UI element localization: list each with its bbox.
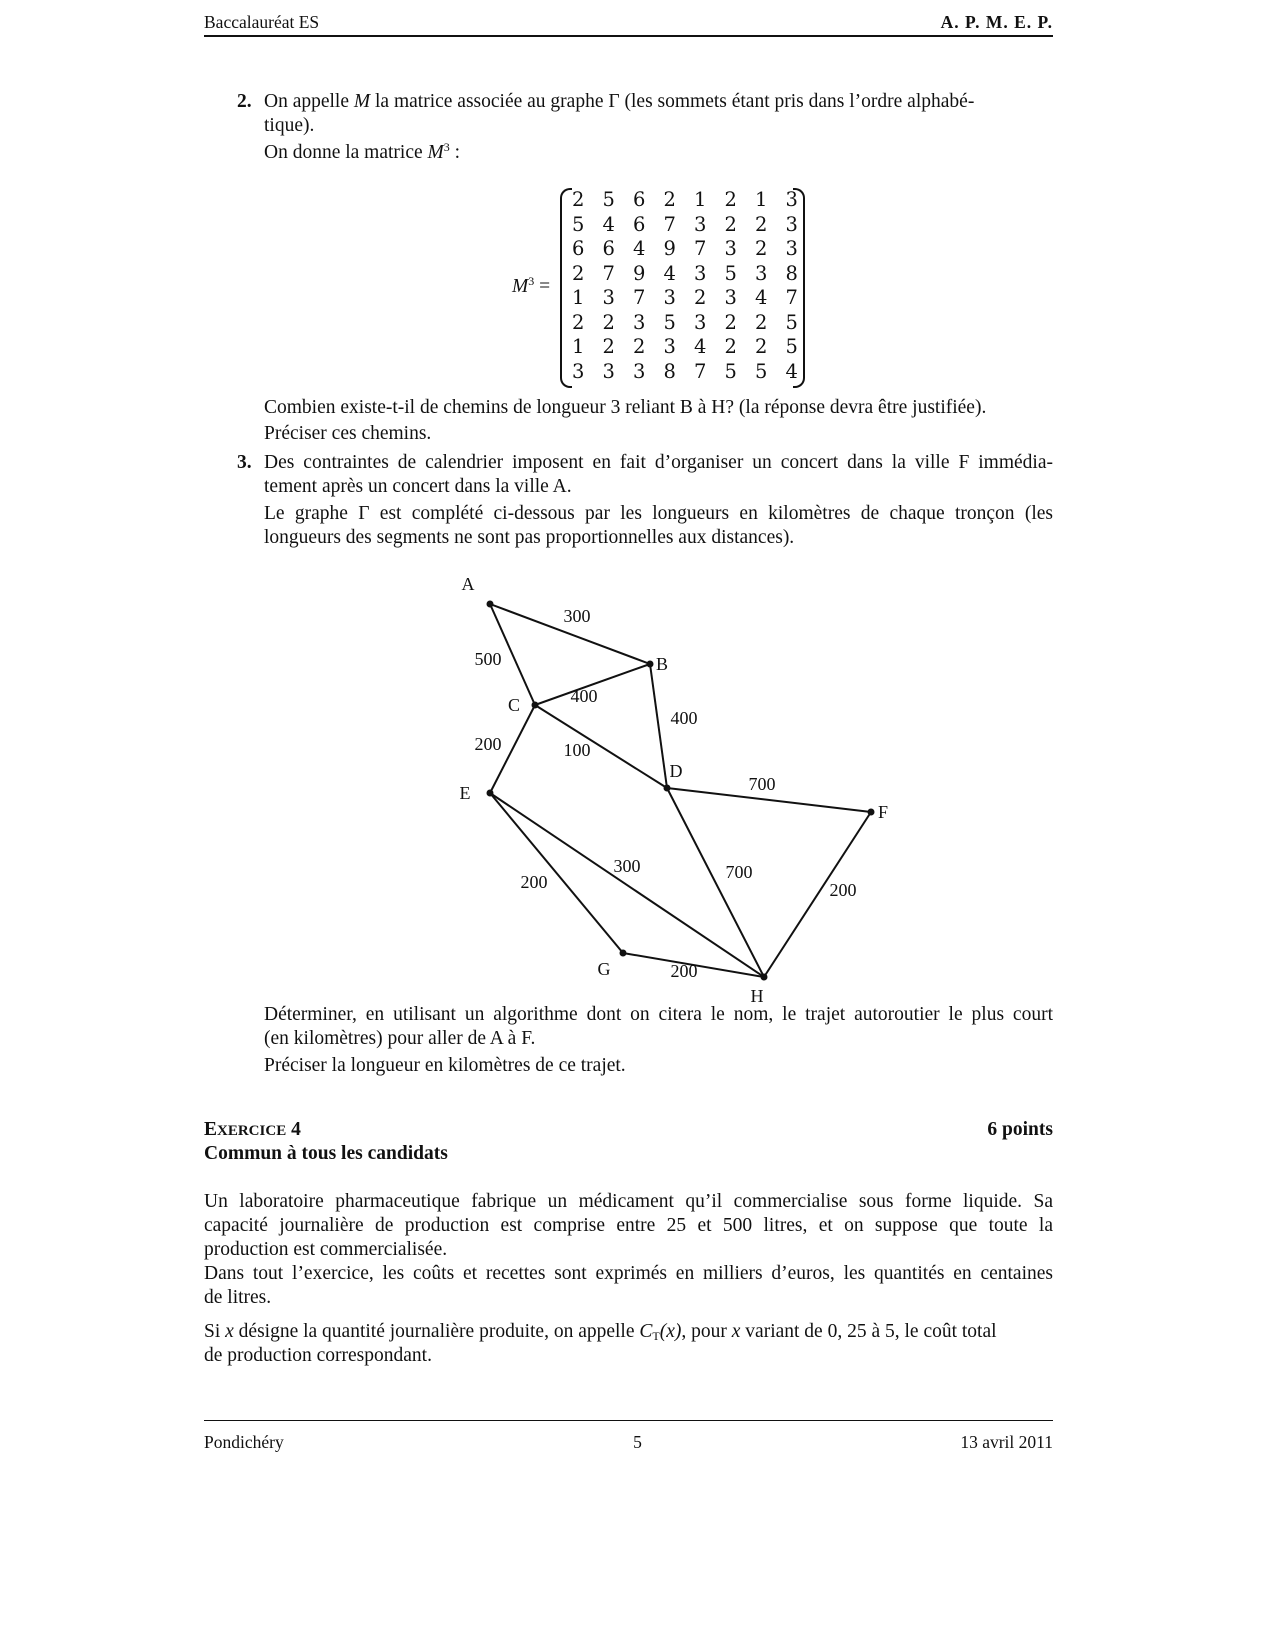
- edge-weight-label: 400: [570, 686, 598, 706]
- matrix-cell: 3: [694, 212, 707, 236]
- q2-line-2: tique).: [264, 115, 315, 136]
- text: Si: [204, 1321, 226, 1342]
- matrix-cell: 5: [724, 261, 737, 285]
- matrix-cell: 2: [572, 261, 585, 285]
- math-var: M: [512, 276, 529, 297]
- matrix-cell: 2: [755, 212, 768, 236]
- text: XERCICE: [217, 1123, 287, 1139]
- matrix-cell: 2: [724, 188, 737, 211]
- text: 4: [286, 1119, 301, 1140]
- q3-line-3: Le graphe Γ est complété ci-dessous par les longueurs en kilomètres de chaque tronçon (les: [264, 503, 1053, 524]
- ex4-p1-line-3: production est commercialisée.: [204, 1239, 448, 1260]
- footer-rule: [204, 1420, 1053, 1421]
- matrix-cell: 8: [785, 261, 798, 285]
- matrix-cell: 1: [572, 335, 585, 358]
- matrix-cell: 7: [602, 261, 615, 285]
- matrix-cell: 2: [755, 335, 768, 358]
- matrix-cell: 3: [724, 286, 737, 309]
- matrix-cell: 1: [694, 188, 707, 211]
- node-label: H: [750, 986, 764, 1006]
- matrix-cell: 7: [663, 212, 676, 236]
- matrix-cell: 3: [633, 310, 646, 334]
- exponent: 3: [528, 274, 535, 288]
- matrix-cell: 5: [602, 188, 615, 211]
- ex4-p3-line-1: [204, 1320, 1053, 1344]
- matrix-cell: 2: [694, 286, 707, 309]
- matrix-cell: 1: [572, 286, 585, 309]
- page-number: 5: [633, 1432, 642, 1452]
- text: :: [449, 142, 461, 163]
- math-var: (x): [659, 1321, 682, 1342]
- matrix-cell: 9: [633, 261, 646, 285]
- matrix-cell: 2: [602, 310, 615, 334]
- node-A: [487, 601, 494, 608]
- matrix-cell: 3: [755, 261, 768, 285]
- node-H: [761, 974, 768, 981]
- node-label: F: [877, 802, 889, 822]
- text: , pour: [681, 1321, 732, 1342]
- matrix-cell: 4: [785, 359, 798, 383]
- matrix-cell: 3: [694, 261, 707, 285]
- ex4-p1-line-1: Un laboratoire pharmaceutique fabrique un médicament qu’il commercialise sous forme liquide. Sa: [204, 1191, 1053, 1212]
- node-label: C: [507, 695, 521, 715]
- edge-weight-label: 100: [563, 740, 591, 760]
- edge-weight-label: 700: [725, 862, 753, 882]
- math-var: x: [731, 1321, 741, 1342]
- math-var: M: [353, 91, 371, 112]
- matrix-cell: 2: [755, 310, 768, 334]
- ex4-p3-content: [204, 1320, 997, 1344]
- matrix-cell: 2: [724, 335, 737, 358]
- text: On donne la matrice: [264, 142, 428, 163]
- matrix-cell: 2: [755, 237, 768, 260]
- matrix-cell: 7: [633, 286, 646, 309]
- matrix-cell: 6: [633, 212, 646, 236]
- matrix-cell: 5: [663, 310, 676, 334]
- matrix-cell: 2: [572, 310, 585, 334]
- matrix-cell: 3: [785, 237, 798, 260]
- matrix-cell: 3: [633, 359, 646, 383]
- edge-weight-label: 300: [563, 606, 591, 626]
- matrix-cell: 5: [572, 212, 585, 236]
- matrix-cell: 4: [602, 212, 615, 236]
- matrix-cell: 4: [633, 237, 646, 260]
- matrix-cell: 6: [633, 188, 646, 211]
- matrix-cell: 7: [785, 286, 798, 309]
- matrix-cell: 7: [694, 359, 707, 383]
- q3-line-4: longueurs des segments ne sont pas proportionnelles aux distances).: [264, 527, 795, 548]
- matrix-cell: 2: [572, 188, 585, 211]
- edge-weight-label: 400: [670, 708, 698, 728]
- edge-weight-label: 500: [474, 649, 502, 669]
- edge-weight-label: 700: [748, 774, 776, 794]
- matrix-cell: 2: [633, 335, 646, 358]
- edge-weight-label: 200: [474, 734, 502, 754]
- node-D: [664, 785, 671, 792]
- matrix-cell: 4: [663, 261, 676, 285]
- ex4-p2-line-1: Dans tout l’exercice, les coûts et recettes sont exprimés en milliers d’euros, les quantités en centaines: [204, 1263, 1053, 1284]
- node-label: G: [597, 959, 611, 979]
- matrix-cell: 3: [724, 237, 737, 260]
- matrix-cell: 1: [755, 188, 768, 211]
- question-number-3: 3.: [237, 452, 252, 473]
- node-label: B: [655, 654, 669, 674]
- exercise-subtitle: Commun à tous les candidats: [204, 1143, 448, 1164]
- graph-node-labels: [460, 574, 889, 1006]
- text: On appelle: [264, 91, 354, 112]
- footer-date: 13 avril 2011: [960, 1432, 1053, 1452]
- q3-after-1: Déterminer, en utilisant un algorithme dont on citera le nom, le trajet autoroutier le plus court: [264, 1004, 1053, 1025]
- matrix-cell: 3: [602, 286, 615, 309]
- exercise-points: 6 points: [987, 1119, 1053, 1140]
- matrix-cell: 3: [785, 188, 798, 211]
- edge-weight-label: 200: [829, 880, 857, 900]
- q2-question-2: Préciser ces chemins.: [264, 423, 432, 444]
- exponent: 3: [443, 140, 450, 154]
- ex4-p2-line-2: de litres.: [204, 1287, 272, 1308]
- text: la matrice associée au graphe Γ (les sommets étant pris dans l’ordre alphabé-: [370, 91, 975, 112]
- node-label: D: [669, 761, 683, 781]
- matrix-cell: 5: [785, 310, 798, 334]
- matrix-cell: 3: [663, 286, 676, 309]
- matrix-cell: 5: [755, 359, 768, 383]
- matrix-cell: 9: [663, 237, 676, 260]
- matrix-cell: 3: [602, 359, 615, 383]
- matrix-cell: 3: [694, 310, 707, 334]
- q3-line-2: tement après un concert dans la ville A.: [264, 476, 572, 497]
- matrix-cell: 4: [755, 286, 768, 309]
- text: désigne la quantité journalière produite, on appelle: [233, 1321, 640, 1342]
- matrix-cell: 5: [785, 335, 798, 358]
- q3-after-2: (en kilomètres) pour aller de A à F.: [264, 1028, 536, 1049]
- matrix-cell: 6: [572, 237, 585, 260]
- text: E: [204, 1119, 218, 1140]
- math-var: M: [427, 142, 444, 163]
- edge-E-G: [490, 793, 623, 953]
- q3-line-1: Des contraintes de calendrier imposent en fait d’organiser un concert dans la ville F immédia-: [264, 452, 1053, 473]
- edge-weight-label: 200: [670, 961, 698, 981]
- edge-B-D: [650, 664, 667, 788]
- equals: =: [534, 276, 551, 297]
- text: variant de 0, 25 à 5, le coût total: [740, 1321, 997, 1342]
- node-C: [532, 702, 539, 709]
- footer-left: Pondichéry: [204, 1432, 284, 1452]
- q3-after-3: Préciser la longueur en kilomètres de ce trajet.: [264, 1055, 626, 1076]
- matrix-cell: 2: [602, 335, 615, 358]
- matrix-cell: 7: [694, 237, 707, 260]
- matrix-cell: 2: [663, 188, 676, 211]
- math-var: C: [639, 1321, 653, 1342]
- graph-edges: [490, 604, 871, 977]
- q2-question: Combien existe-t-il de chemins de longueur 3 reliant B à H? (la réponse devra être justifiée).: [264, 397, 987, 418]
- edge-weight-label: 300: [613, 856, 641, 876]
- matrix-cell: 2: [724, 310, 737, 334]
- matrix-cell: 3: [663, 335, 676, 358]
- matrix-cell: 5: [724, 359, 737, 383]
- running-header-left: Baccalauréat ES: [204, 12, 320, 32]
- matrix-cell: 8: [663, 359, 676, 383]
- matrix-cell: 6: [602, 237, 615, 260]
- edge-C-D: [535, 705, 667, 788]
- ex4-p3-line-2: de production correspondant.: [204, 1345, 432, 1366]
- subscript: T: [652, 1329, 660, 1343]
- matrix-cell: 2: [724, 212, 737, 236]
- exercise-title: [204, 1118, 301, 1143]
- running-header-right: A. P. M. E. P.: [940, 12, 1053, 32]
- matrix-cell: 3: [785, 212, 798, 236]
- node-E: [487, 790, 494, 797]
- node-G: [620, 950, 627, 957]
- matrix-cell: 4: [694, 335, 707, 358]
- node-F: [868, 809, 875, 816]
- math-var: x: [225, 1321, 234, 1342]
- node-label: A: [461, 574, 475, 594]
- matrix-cell: 3: [572, 359, 585, 383]
- edge-weight-label: 200: [520, 872, 548, 892]
- ex4-p1-line-2: capacité journalière de production est comprise entre 25 et 500 litres, et on suppose que toute la: [204, 1215, 1053, 1236]
- node-B: [647, 661, 654, 668]
- edge-D-H: [667, 788, 764, 977]
- question-number-2: 2.: [237, 91, 252, 112]
- node-label: E: [459, 783, 471, 803]
